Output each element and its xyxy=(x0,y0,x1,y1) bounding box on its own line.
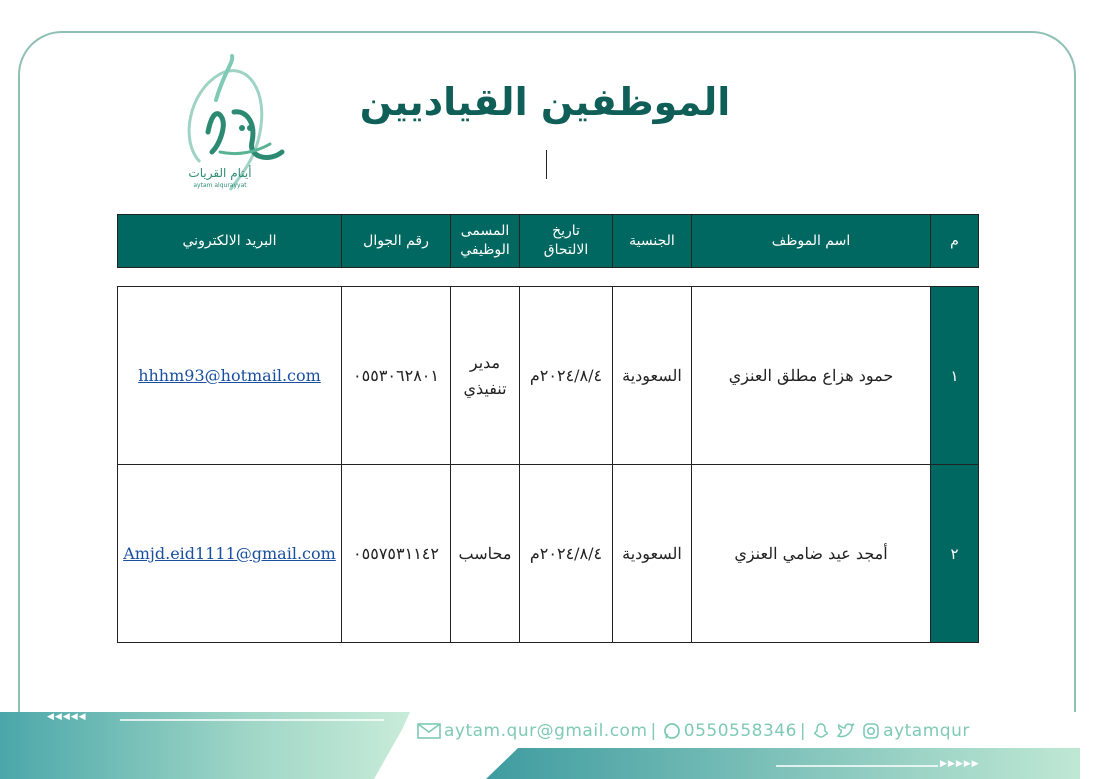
nationality: السعودية xyxy=(613,287,692,465)
table-row xyxy=(118,287,979,465)
footer-phone[interactable]: 0550558346 xyxy=(683,721,797,741)
nationality: السعودية xyxy=(613,465,692,643)
snapchat-icon xyxy=(812,722,830,740)
email-link[interactable]: Amjd.eid1111@gmail.com xyxy=(123,543,336,563)
phone-number: ٠٥٥٣٠٦٢٨٠١ xyxy=(342,287,451,465)
header-date-line1: تاريخ xyxy=(552,223,580,239)
header-job-line2: الوظيفي xyxy=(460,242,510,258)
employee-name: حمود هزاع مطلق العنزي xyxy=(692,287,931,465)
mail-icon xyxy=(417,723,441,739)
organization-logo xyxy=(160,52,290,194)
footer-separator: | xyxy=(650,721,657,741)
table-header xyxy=(117,214,979,268)
job-title xyxy=(451,287,520,465)
employees-table xyxy=(117,286,979,643)
email-cell xyxy=(118,287,342,465)
twitter-icon xyxy=(836,722,856,740)
email-cell xyxy=(118,465,342,643)
header-date-line2: الالتحاق xyxy=(543,242,589,258)
employee-name: أمجد عيد ضامي العنزي xyxy=(692,465,931,643)
whatsapp-icon xyxy=(663,722,681,740)
footer-email[interactable]: aytam.qur@gmail.com xyxy=(444,721,648,741)
row-number: ٢ xyxy=(931,465,979,643)
join-date: ٢٠٢٤/٨/٤م xyxy=(520,465,613,643)
logo-arabic-text: أيتام القريات xyxy=(188,166,252,180)
instagram-icon xyxy=(862,722,880,740)
logo-english-text: aytam alqurayyat xyxy=(193,182,247,189)
footer-arrows-right: ▶▶▶▶▶ xyxy=(940,759,980,769)
row-number: ١ xyxy=(931,287,979,465)
table-row xyxy=(118,465,979,643)
job-title-line2: تنفيذي xyxy=(463,378,507,398)
page-title: الموظفين القياديين xyxy=(359,80,731,124)
header-job-line1: المسمى xyxy=(460,223,510,239)
header-phone: رقم الجوال xyxy=(342,215,451,268)
job-title: محاسب xyxy=(451,465,520,643)
join-date: ٢٠٢٤/٨/٤م xyxy=(520,287,613,465)
footer-contact xyxy=(414,719,1054,743)
footer-handle[interactable]: aytamqur xyxy=(883,721,970,741)
header-name: اسم الموظف xyxy=(692,215,931,268)
text-cursor xyxy=(546,150,547,179)
footer-arrows-left: ◀◀◀◀◀ xyxy=(47,712,87,722)
job-title-line1: مدير xyxy=(469,352,501,372)
header-job-title xyxy=(451,215,520,268)
header-nationality: الجنسية xyxy=(613,215,692,268)
header-date xyxy=(520,215,613,268)
email-link[interactable]: hhhm93@hotmail.com xyxy=(138,365,321,385)
footer-separator: | xyxy=(799,721,807,741)
header-email: البريد الالكتروني xyxy=(118,215,342,268)
header-num: م xyxy=(931,215,979,268)
phone-number: ٠٥٥٧٥٣١١٤٢ xyxy=(342,465,451,643)
